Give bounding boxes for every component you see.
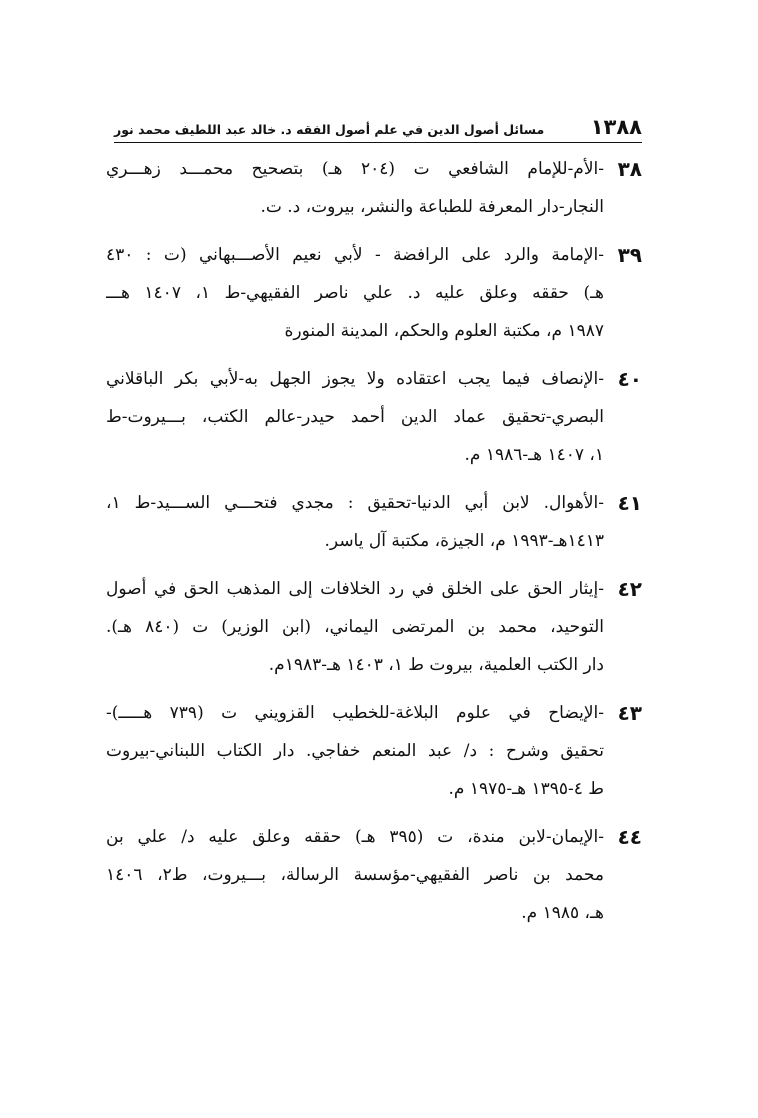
entry-line: ١٩٨٧ م، مكتبة العلوم والحكم، المدينة المنورة <box>284 321 604 341</box>
entry-line: البصري-تحقيق عماد الدين أحمد حيدر-عالم الكتب، بـــيروت-ط <box>106 407 604 427</box>
page-number: ١٣٨٨ <box>590 115 642 139</box>
entry-line: دار الكتب العلمية، بيروت ط ١، ١٤٠٣ هـ-١٩٨٣م. <box>268 655 604 675</box>
entry-line: النجار-دار المعرفة للطباعة والنشر، بيروت، د. ت. <box>260 197 604 217</box>
entry-line: تحقيق وشرح : د/ عبد المنعم خفاجي. دار الكتاب اللبناني-بيروت <box>106 741 604 761</box>
bibliography-entry-41 <box>106 484 642 560</box>
running-header <box>114 112 642 143</box>
entry-line: هـ) حققه وعلق عليه د. علي ناصر الفقيهي-ط ١، ١٤٠٧ هـــ <box>106 283 604 303</box>
entry-number: ٤٠ <box>617 367 642 391</box>
entry-line: -الإمامة والرد على الرافضة - لأبي نعيم الأصـــبهاني (ت : ٤٣٠ <box>106 245 604 265</box>
entry-number: ٤١ <box>617 491 642 515</box>
entry-line: -الإيضاح في علوم البلاغة-للخطيب القزويني ت (٧٣٩ هـــــ)- <box>106 703 604 723</box>
entry-line: ١٤١٣هـ-١٩٩٣ م، الجيزة، مكتبة آل ياسر. <box>324 531 604 551</box>
entry-line: -الإيمان-لابن مندة، ت (٣٩٥ هـ) حققه وعلق عليه د/ علي بن <box>106 827 604 847</box>
entry-line: التوحيد، محمد بن المرتضى اليماني، (ابن الوزير) ت (٨٤٠ هـ). <box>106 617 604 637</box>
entry-line: ط ٤-١٣٩٥ هـ-١٩٧٥ م. <box>448 779 604 799</box>
entry-line: -الإنصاف فيما يجب اعتقاده ولا يجوز الجهل به-لأبي بكر الباقلاني <box>106 369 604 389</box>
entry-text <box>106 360 604 474</box>
bibliography-entry-44 <box>106 818 642 932</box>
entry-text <box>106 570 604 684</box>
entry-text <box>106 694 604 808</box>
entry-number: ٣٩ <box>617 243 642 267</box>
entry-text <box>106 484 604 560</box>
bibliography-entry-43 <box>106 694 642 808</box>
running-header-title: مسائل أصول الدين في علم أصول الفقه د. خالد عبد اللطيف محمد نور <box>114 122 545 137</box>
entry-line: هـ، ١٩٨٥ م. <box>521 903 604 923</box>
entry-text <box>106 818 604 932</box>
bibliography-list <box>106 150 642 932</box>
entry-text <box>106 150 604 226</box>
entry-number: ٤٢ <box>617 577 642 601</box>
bibliography-entry-38 <box>106 150 642 226</box>
entry-line: -الأم-للإمام الشافعي ت (٢٠٤ هـ) بتصحيح محمـــد زهـــري <box>106 159 604 179</box>
entry-number: ٤٣ <box>617 701 642 725</box>
bibliography-entry-39 <box>106 236 642 350</box>
entry-line: -إيثار الحق على الخلق في رد الخلافات إلى المذهب الحق في أصول <box>106 579 604 599</box>
entry-number: ٤٤ <box>617 825 642 849</box>
entry-line: -الأهوال. لابن أبي الدنيا-تحقيق : مجدي فتحـــي الســـيد-ط ١، <box>106 493 604 513</box>
bibliography-entry-42 <box>106 570 642 684</box>
entry-number: ٣٨ <box>617 157 642 181</box>
entry-line: محمد بن ناصر الفقيهي-مؤسسة الرسالة، بـــيروت، ط٢، ١٤٠٦ <box>106 865 604 885</box>
entry-line: ١، ١٤٠٧ هـ-١٩٨٦ م. <box>464 445 604 465</box>
entry-text <box>106 236 604 350</box>
bibliography-entry-40 <box>106 360 642 474</box>
